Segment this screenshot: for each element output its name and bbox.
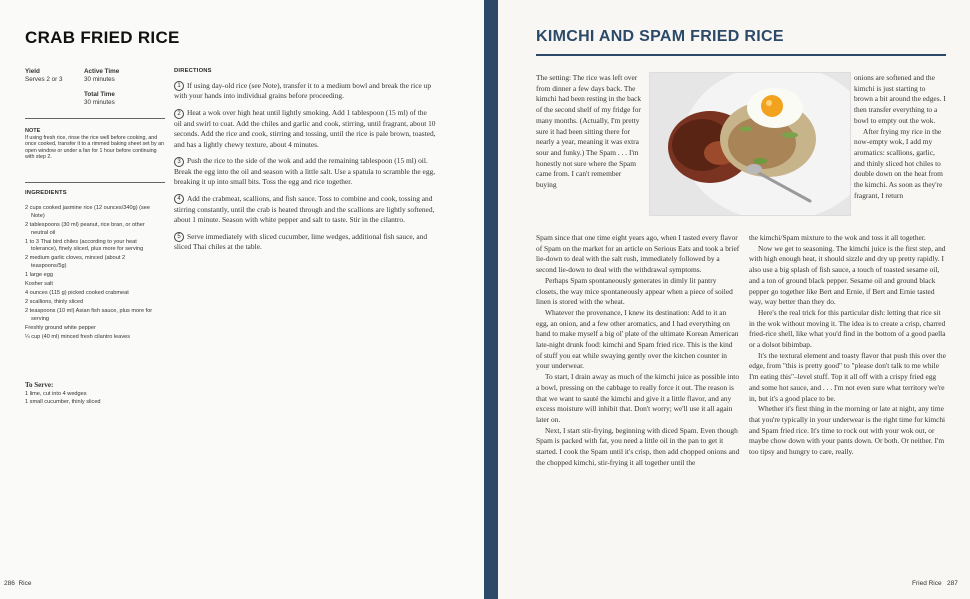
total-time-label: Total Time: [84, 91, 115, 98]
left-folio: [4, 580, 32, 587]
note-block: [25, 128, 165, 161]
direction-step: [174, 232, 436, 253]
yield-value: Serves 2 or 3: [25, 75, 63, 83]
page-number: 287: [947, 580, 958, 587]
running-footer: Fried Rice: [912, 580, 942, 587]
ingredients-heading: INGREDIENTS: [25, 190, 67, 196]
direction-step: [174, 108, 436, 150]
serve-item: 1 lime, cut into 4 wedges: [25, 390, 87, 397]
body-paragraph: To start, I drain away as much of the kimchi juice as possible into a bowl, pressing on the cabbage to really force it out. The reason is that we want to sauté the kimchi and give it a little flavor, and any excess moisture will inhibit that. Don't worry; we'll use it all again later on.: [536, 372, 740, 424]
active-time-block: [84, 68, 144, 83]
note-divider: [25, 182, 165, 183]
column-2-wrap: [854, 73, 946, 201]
body-paragraph: Perhaps Spam spontaneously generates in dimly lit pantry closets, the way mice spontaneously appear when a piece of soiled linen is stored with the wheat.: [536, 275, 733, 307]
ingredient-item: ¼ cup (40 ml) minced fresh cilantro leaves: [25, 333, 131, 340]
direction-step: [174, 194, 436, 225]
column-1: [536, 233, 740, 468]
directions-heading: DIRECTIONS: [174, 68, 212, 74]
step-text: Add the crabmeat, scallions, and fish sauce. Toss to combine and cook, tossing and stirring constantly, until the crab is heated through and the scallions are lightly softened, about 1 minute. Season with white pepper and salt to taste. Stir in the cilantro.: [174, 194, 435, 224]
ingredient-item: 4 ounces (115 g) picked cooked crabmeat: [25, 290, 129, 297]
body-paragraph: Here's the real trick for this particular dish: letting that rice sit in the wok without moving it. The idea is to create a crisp, charred fried-rice shell, like what you'd find in the bottom of a good paella or a dolsot bibimbap.: [749, 307, 946, 350]
ingredient-item: 2 scallions, thinly sliced: [25, 299, 84, 306]
ingredient-item: 2 cups cooked jasmine rice (12 ounces/340g) (see Note): [25, 205, 150, 219]
body-paragraph: It's the textural element and toasty flavor that push this over the edge, from "this is pretty good" to "please don't talk to me while I'm eating this"–level stuff. Top it all off with a crispy fried egg and some hot sauce, and . . . I'm not even sure what territory we're in, but it's a good place to be.: [749, 350, 946, 403]
ingredient-item: 1 large egg: [25, 272, 53, 279]
ingredients-list: [25, 205, 157, 343]
serve-item: 1 small cucumber, thinly sliced: [25, 398, 101, 405]
body-paragraph: onions are softened and the kimchi is just starting to brown a bit around the edges. I then transfer everything to a bowl to empty out the wok.: [854, 73, 946, 125]
crab-recipe-title: CRAB FRIED RICE: [25, 28, 180, 47]
ingredient-item: 2 medium garlic cloves, minced (about 2 teaspoons/5g): [25, 255, 126, 270]
column-1-wrap: [536, 73, 643, 191]
fried-rice-photo: [649, 72, 851, 216]
yield-block: [25, 68, 77, 83]
book-spine: [484, 0, 498, 599]
direction-step: [174, 156, 436, 187]
step-number: 5: [174, 232, 184, 242]
directions-list: [174, 81, 436, 259]
page-number: 286: [4, 580, 15, 587]
note-label: NOTE: [25, 128, 41, 134]
body-paragraph: Spam since that one time eight years ago, when I tasted every flavor of Spam on the market for an article on Serious Eats and took a brief lie-down to deal with the salt rush, immediately followed by a second lie-down to deal with the withdrawal symptoms.: [536, 233, 740, 275]
to-serve-block: [25, 382, 157, 406]
active-time-label: Active Time: [84, 68, 120, 75]
step-number: 3: [174, 157, 184, 167]
note-text: If using fresh rice, rinse the rice well before cooking, and once cooked, transfer it to a rimmed baking sheet set by an open window or under a fan for 1 hour before continuing with step 2.: [25, 134, 164, 161]
column-2: [749, 233, 946, 458]
total-time-block: [84, 91, 144, 106]
step-number: 1: [174, 81, 184, 91]
photo-illustration: [650, 73, 850, 215]
total-time-value: 30 minutes: [84, 98, 115, 106]
running-footer: Rice: [18, 580, 32, 587]
step-text: If using day-old rice (see Note), transfer it to a medium bowl and break the rice up with your hands into individual grains before proceeding.: [174, 81, 432, 101]
ingredient-item: Freshly ground white pepper: [25, 324, 96, 331]
step-text: Heat a wok over high heat until lightly smoking. Add 1 tablespoon (15 ml) of the oil and swirl to coat. Add the chiles and garlic and cook, stirring, until fragrant, about 10 seconds. Add the rice and cook, stirring and tossing, until the rice is pale brown, toasted, and has a lightly chewy texture, about 4 minutes.: [174, 108, 436, 149]
yield-label: Yield: [25, 68, 40, 75]
step-text: Serve immediately with sliced cucumber, lime wedges, additional fish sauce, and sliced Thai chiles at the table.: [174, 231, 428, 252]
to-serve-heading: To Serve:: [25, 381, 54, 389]
body-paragraph: Next, I start stir-frying, beginning with diced Spam. Even though Spam is packed with fat, you need a little oil in the pan to get it started. I cook the Spam until it's crisp, then add chopped onions and the chopped kimchi, stir-frying it all together until the: [536, 425, 740, 467]
body-paragraph: Whether it's first thing in the morning or late at night, any time that you're typically in your underwear is the right time for kimchi and Spam fried rice. It's time to rock out with your wok out, or maybe chow down with your pants down. Or both. Or neither. I'm too tipsy and hungry to care, really.: [749, 404, 946, 457]
active-time-value: 30 minutes: [84, 75, 115, 83]
body-paragraph: Whatever the provenance, I knew its destination: Add to it an egg, an onion, and a few other aromatics, and I had everything on hand to make myself a big ol' plate of the ultimate Korean American late-night drunk food: kimchi and Spam fried rice. This is the kind of stuff you eat while swaying gently over the kitchen counter in your underwear.: [536, 307, 739, 371]
ingredient-item: Kosher salt: [25, 281, 53, 288]
direction-step: [174, 81, 436, 102]
kimchi-recipe-title: KIMCHI AND SPAM FRIED RICE: [536, 28, 784, 45]
ingredient-item: 2 teaspoons (10 ml) Asian fish sauce, plus more for serving: [25, 308, 153, 322]
body-paragraph: the kimchi/Spam mixture to the wok and toss it all together.: [749, 233, 926, 242]
title-rule: [536, 54, 946, 56]
ingredient-item: 2 tablespoons (30 ml) peanut, rice bran, or other neutral oil: [25, 221, 145, 236]
right-folio: [912, 580, 958, 587]
step-text: Push the rice to the side of the wok and add the remaining tablespoon (15 ml) oil. Break the egg into the oil and season with a little salt. Use a spatula to scramble the egg, breaking it up into small bits. Toss the egg and rice together.: [174, 156, 436, 187]
body-paragraph: The setting: The rice was left over from dinner a few days back. The kimchi had been resting in the back of the second shelf of my fridge for many months. (Actually, I'm pretty sure it had been sitting there for nearly a year, meaning it was extra sour and funky.) The Spam . . . I'm honestly not sure where the Spam came from. I can't remember buying: [536, 73, 642, 190]
step-number: 4: [174, 194, 184, 204]
step-number: 2: [174, 109, 184, 119]
ingredient-item: 1 to 3 Thai bird chiles (according to your heat tolerance), finely sliced, plus more for serving: [25, 238, 144, 253]
meta-divider: [25, 118, 165, 119]
body-paragraph: Now we get to seasoning. The kimchi juice is the first step, and with high enough heat, it should sizzle and dry up pretty rapidly. I also use a big splash of fish sauce, a touch of toasted sesame oil, and a ton of ground black pepper. Sesame oil and ground black pepper go together like Bert and Ernie, if Bert and Ernie tasted way, way better than they do.: [749, 243, 946, 307]
body-paragraph: After frying my rice in the now-empty wok, I add my aromatics: scallions, garlic, and thinly sliced hot chiles to double down on the heat from the kimchi. As soon as they're fragrant, I return: [854, 126, 943, 200]
